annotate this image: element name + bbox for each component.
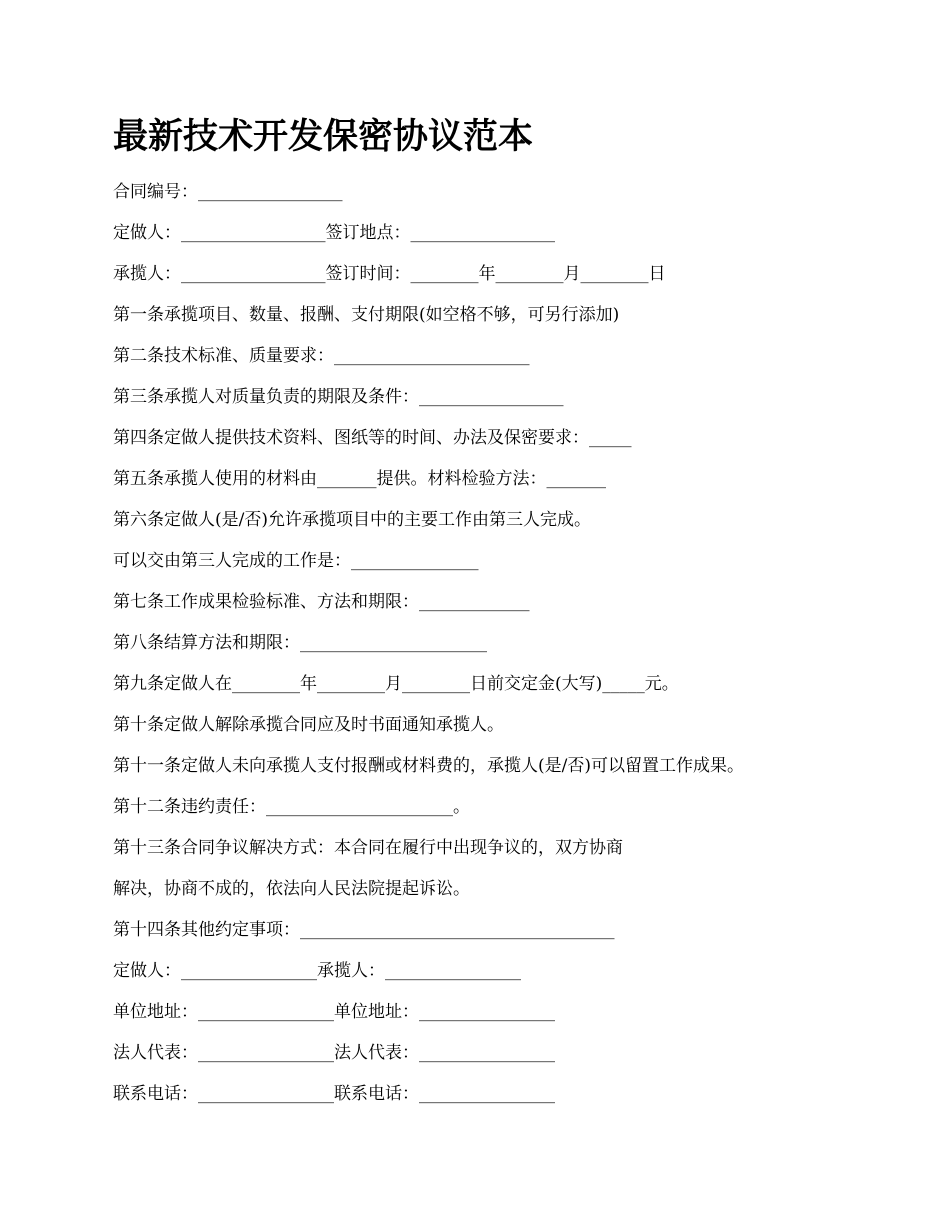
orderer-signing-place-line: 定做人：_________________签订地点：_________________ xyxy=(113,223,555,243)
article-13-line: 第十三条合同争议解决方式：本合同在履行中出现争议的，双方协商 xyxy=(113,838,623,858)
contract-number-line: 合同编号：_________________ xyxy=(113,182,343,202)
article-4-line: 第四条定做人提供技术资料、图纸等的时间、办法及保密要求：_____ xyxy=(113,428,632,448)
contractor-signing-time-line: 承揽人：_________________签订时间：________年________月________日 xyxy=(113,264,666,284)
unit-address-line: 单位地址：________________单位地址：________________ xyxy=(113,1002,555,1022)
article-12-line: 第十二条违约责任：______________________。 xyxy=(113,797,470,817)
legal-representative-line: 法人代表：________________法人代表：________________ xyxy=(113,1043,555,1063)
contact-phone-line: 联系电话：________________联系电话：________________ xyxy=(113,1084,555,1104)
article-11-line: 第十一条定做人未向承揽人支付报酬或材料费的，承揽人(是/否)可以留置工作成果。 xyxy=(113,756,744,776)
article-10-line: 第十条定做人解除承揽合同应及时书面通知承揽人。 xyxy=(113,715,504,735)
article-9-line: 第九条定做人在________年________月________日前交定金(大写)_____元。 xyxy=(113,674,679,694)
third-party-work-line: 可以交由第三人完成的工作是：_______________ xyxy=(113,551,479,571)
article-3-line: 第三条承揽人对质量负责的期限及条件：_________________ xyxy=(113,387,564,407)
article-8-line: 第八条结算方法和期限：______________________ xyxy=(113,633,487,653)
article-14-line: 第十四条其他约定事项：_____________________________________ xyxy=(113,920,615,940)
article-1-line: 第一条承揽项目、数量、报酬、支付期限(如空格不够，可另行添加) xyxy=(113,305,620,325)
article-13-continuation-line: 解决，协商不成的，依法向人民法院提起诉讼。 xyxy=(113,879,470,899)
article-2-line: 第二条技术标准、质量要求：_______________________ xyxy=(113,346,530,366)
signatories-line: 定做人：________________承揽人：________________ xyxy=(113,961,521,981)
article-7-line: 第七条工作成果检验标准、方法和期限：_____________ xyxy=(113,592,530,612)
document-title: 最新技术开发保密协议范本 xyxy=(113,116,534,157)
article-6-line: 第六条定做人(是/否)允许承揽项目中的主要工作由第三人完成。 xyxy=(113,510,591,530)
article-5-line: 第五条承揽人使用的材料由_______提供。材料检验方法：_______ xyxy=(113,469,606,489)
